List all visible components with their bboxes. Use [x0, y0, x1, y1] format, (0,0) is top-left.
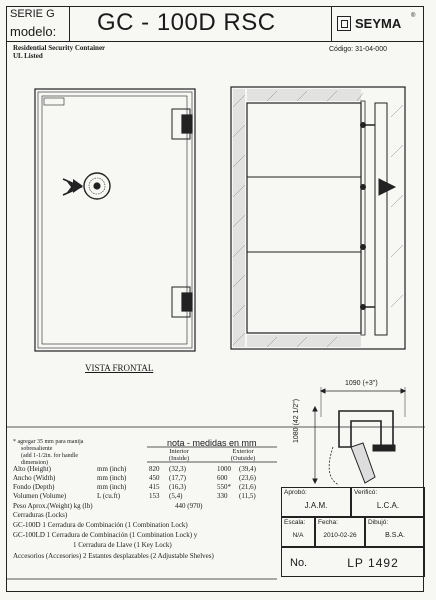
- note-line: dimension): [21, 460, 48, 466]
- lower-hinge-pin: [182, 293, 192, 311]
- safe-door: [42, 96, 187, 344]
- lock-option-2: GC-100LD 1 Cerradura de Combinación (1 Combination Lock) y: [13, 531, 198, 539]
- front-view: [35, 89, 195, 351]
- drawing-sheet: [6, 6, 424, 592]
- approved-value: J.A.M.: [304, 501, 328, 510]
- row-unit: L (cu.ft): [97, 492, 121, 500]
- row-exterior-inch: (21,6): [239, 483, 256, 491]
- front-plate: [44, 98, 64, 105]
- row-label: Alto (Height): [13, 465, 51, 473]
- section-interior: [247, 103, 361, 333]
- exterior-label: Exterior: [232, 448, 254, 455]
- code-number: Código: 31-04-000: [329, 46, 387, 53]
- note-line: sobresaliente: [21, 446, 53, 452]
- row-interior: 153: [149, 492, 160, 500]
- hatching: [233, 91, 403, 347]
- safe-body-outline: [35, 89, 195, 351]
- lock-option-1: GC-100D 1 Cerradura de Combinación (1 Combination Lock): [13, 521, 188, 529]
- certification: UL Listed: [13, 52, 43, 60]
- interior-sublabel: (Inside): [168, 455, 190, 462]
- exterior-header: [213, 448, 273, 462]
- row-unit: mm (inch): [97, 483, 127, 491]
- approved-label: Aprobó:: [284, 489, 307, 496]
- document-number: LP 1492: [347, 556, 399, 570]
- safe-door-frame: [38, 92, 192, 348]
- row-unit: mm (inch): [97, 474, 127, 482]
- note-line: (add 1-1/2in. for handle: [21, 453, 78, 459]
- front-view-label: VISTA FRONTAL: [85, 363, 154, 373]
- row-exterior: 550*: [217, 483, 231, 491]
- drawn-label: Dibujó:: [368, 519, 389, 526]
- product-description: Residential Security Container: [13, 44, 106, 52]
- locks-label: Cerraduras (Locks): [13, 511, 68, 519]
- row-interior: 450: [149, 474, 160, 482]
- upper-hinge-pin: [182, 115, 192, 133]
- depth-dimension: 1080 (42 1/2"): [293, 398, 300, 443]
- scale-value: N/A: [292, 532, 304, 539]
- row-unit: mm (inch): [97, 465, 127, 473]
- section-view: [231, 87, 405, 349]
- handle-note: [13, 439, 131, 467]
- approved-cell: [281, 487, 351, 517]
- date-cell: [315, 517, 365, 547]
- width-dimension: 1090 (+3"): [345, 380, 378, 387]
- measurements-note: nota - medidas en mm: [167, 438, 257, 448]
- document-number-cell: [281, 547, 425, 577]
- weight-label: Peso Aprox.(Weight) kg (lb): [13, 502, 93, 510]
- row-exterior-inch: (39,4): [239, 465, 256, 473]
- scale-cell: [281, 517, 315, 547]
- interior-header: [149, 448, 209, 462]
- scale-label: Escala:: [284, 519, 306, 526]
- registered-mark: ®: [411, 13, 416, 19]
- row-interior: 820: [149, 465, 160, 473]
- drawn-value: B.S.A.: [385, 532, 405, 539]
- interior-label: Interior: [169, 448, 189, 455]
- date-label: Fecha:: [318, 519, 338, 526]
- series-label: SERIE G: [10, 8, 55, 20]
- row-label: Volumen (Volume): [13, 492, 67, 500]
- verified-label: Verificó:: [354, 489, 378, 496]
- row-interior-inch: (17,7): [169, 474, 186, 482]
- row-label: Fondo (Depth): [13, 483, 55, 491]
- row-interior-inch: (5,4): [169, 492, 183, 500]
- verified-value: L.C.A.: [376, 501, 400, 510]
- row-interior-inch: (16,3): [169, 483, 186, 491]
- modelo-label: modelo:: [10, 24, 57, 39]
- exterior-sublabel: (Outside): [230, 455, 256, 462]
- door-edge: [361, 101, 365, 335]
- weight-value: 440 (970): [175, 502, 203, 510]
- lock-option-2-cont: 1 Cerradura de Llave (1 Key Lock): [73, 541, 172, 549]
- section-outline: [231, 87, 405, 349]
- date-value: 2010-02-26: [323, 532, 357, 539]
- door-panel: [375, 103, 387, 335]
- plan-body: [339, 411, 393, 447]
- row-exterior: 330: [217, 492, 228, 500]
- door-swing-arc: [329, 447, 339, 485]
- row-exterior: 1000: [217, 465, 231, 473]
- row-exterior-inch: (23,6): [239, 474, 256, 482]
- row-exterior: 600: [217, 474, 228, 482]
- plan-view: [313, 387, 405, 485]
- accessories: Accesorios (Accesories) 2 Estantes desplazables (2 Adjustable Shelves): [13, 552, 214, 560]
- document-number-label: No.: [290, 557, 308, 569]
- row-interior: 415: [149, 483, 160, 491]
- row-exterior-inch: (11,5): [239, 492, 256, 500]
- brand-name: SEYMA: [355, 16, 402, 31]
- verified-cell: [351, 487, 425, 517]
- note-line: * agregar 35 mm para manija: [13, 439, 84, 445]
- open-door: [351, 443, 375, 483]
- drawn-cell: [365, 517, 425, 547]
- row-label: Ancho (Width): [13, 474, 56, 482]
- model-name: GC - 100D RSC: [97, 9, 276, 36]
- row-interior-inch: (32,3): [169, 465, 186, 473]
